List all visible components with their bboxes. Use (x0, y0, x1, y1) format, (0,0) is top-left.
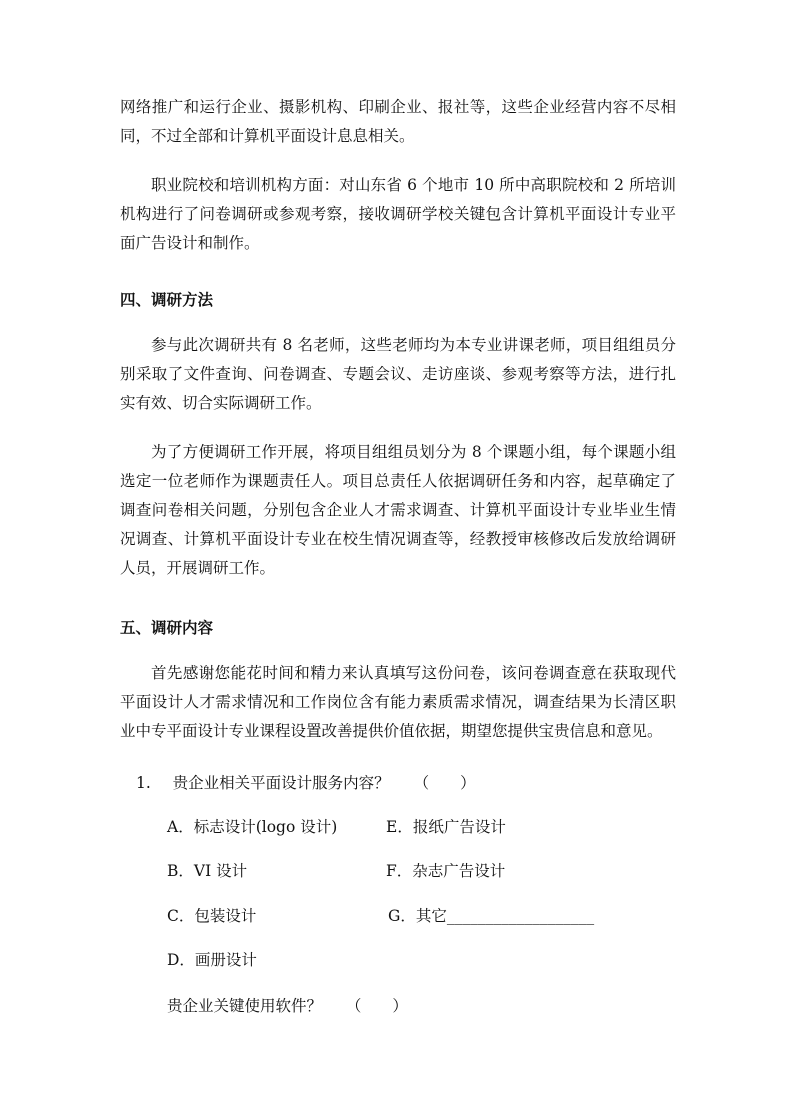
paragraph-participants: 参与此次调研共有 8 名老师，这些老师均为本专业讲课老师，项目组组员分别采取了文件查询、问卷调查、专题会议、走访座谈、参观考察等方法，进行扎实有效、切合实际调研工作。 (120, 336, 676, 412)
heading-research-method: 四、调研方法 (120, 291, 214, 309)
option-c[interactable]: C．包装设计 (167, 907, 257, 925)
option-f[interactable]: F．杂志广告设计 (386, 862, 506, 880)
paragraph-schools: 职业院校和培训机构方面：对山东省 6 个地市 10 所中高职院校和 2 所培训机构进行了问卷调研或参观考察，接收调研学校关键包含计算机平面设计专业平面广告设计和制作。 (120, 176, 676, 252)
question-1-text: 贵企业相关平面设计服务内容？ (172, 774, 390, 792)
paragraph-enterprise-types: 网络推广和运行企业、摄影机构、印刷企业、报社等，这些企业经营内容不尽相同，不过全部和计算机平面设计息息相关。 (120, 98, 676, 145)
question-2-blank[interactable]: （ ） (345, 997, 408, 1015)
question-2-text: 贵企业关键使用软件？ (167, 997, 323, 1015)
option-b[interactable]: B．VI 设计 (167, 862, 248, 880)
heading-research-content: 五、调研内容 (120, 619, 214, 637)
option-d[interactable]: D．画册设计 (167, 951, 257, 969)
paragraph-process: 为了方便调研工作开展，将项目组组员划分为 8 个课题小组，每个课题小组选定一位老师作为课题责任人。项目总责任人依据调研任务和内容，起草确定了调查问卷相关问题，分别包含企业人才需求调查、计算机平面设计专业毕业生情况调查、计算机平面设计专业在校生情况调查等，经教授审核修改后发放给调研人员，开展调研工作。 (120, 443, 676, 577)
question-1-number: 1. (136, 774, 151, 792)
question-1 (136, 773, 476, 793)
question-1-blank[interactable]: （ ） (413, 774, 476, 792)
question-2 (167, 996, 408, 1016)
option-e[interactable]: E．报纸广告设计 (386, 818, 506, 836)
option-a[interactable]: A．标志设计(logo 设计) (167, 818, 338, 836)
paragraph-questionnaire-intro: 首先感谢您能花时间和精力来认真填写这份问卷，该问卷调查意在获取现代平面设计人才需求情况和工作岗位含有能力素质需求情况，调查结果为长清区职业中专平面设计专业课程设置改善提供价值依据，期望您提供宝贵信息和意见。 (120, 664, 676, 740)
option-g[interactable]: G．其它___________________ (388, 907, 595, 925)
